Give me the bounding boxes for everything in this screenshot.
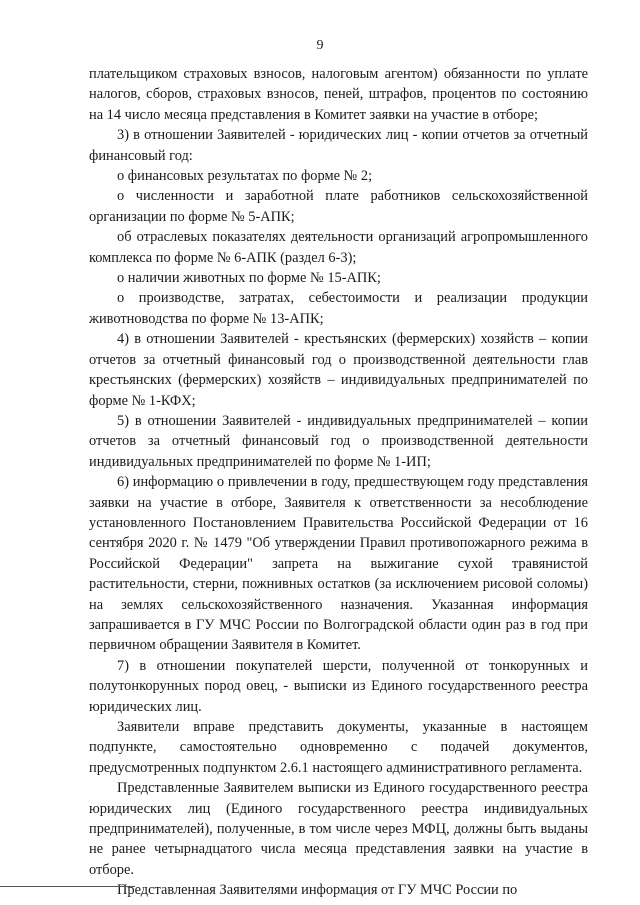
document-body <box>89 64 588 901</box>
paragraph: об отраслевых показателях деятельности организаций агропромышленного комплекса по форме № 6-АПК (раздел 6-3); <box>89 229 588 266</box>
paragraph: о наличии животных по форме № 15-АПК; <box>117 270 381 287</box>
paragraph: 7) в отношении покупателей шерсти, полученной от тонкорунных и полутонкорунных пород овец, - выписки из Единого государственного реестра юридических лиц. <box>89 657 588 715</box>
paragraph: Заявители вправе представить документы, указанные в настоящем подпункте, самостоятельно одновременно с подачей документов, предусмотренных подпунктом 2.6.1 настоящего административного регламента. <box>89 719 588 776</box>
page-number: 9 <box>316 38 324 53</box>
paragraph: 5) в отношении Заявителей - индивидуальных предпринимателей – копии отчетов за отчетный финансовый год о производственной деятельности индивидуальных предпринимателей по форме № 1-ИП; <box>89 412 588 470</box>
paragraph: Представленные Заявителем выписки из Единого государственного реестра юридических лиц (Единого государственного реестра индивидуальных предпринимателей), полученные, в том числе через МФЦ, должны быть выданы не ранее четырнадцатого числа месяца представления заявки на участие в отборе. <box>89 780 588 878</box>
paragraph: 6) информацию о привлечении в году, предшествующем году представления заявки на участие в отборе, Заявителя к ответственности за несоблюдение установленного Постановлением Правительства Российской Федерации от 16 сентября 2020 г. № 1479 "Об утверждении Правил противопожарного режима в Российской Федерации" запрета на выжигание сухой травянистой растительности, стерни, пожнивных остатков (за исключением рисовой соломы) на землях сельскохозяйственного назначения. Указанная информация запрашивается в ГУ МЧС России по Волгоградской области один раз в год при первичном обращении Заявителя в Комитет. <box>89 474 588 654</box>
paragraph: 4) в отношении Заявителей - крестьянских (фермерских) хозяйств – копии отчетов за отчетный финансовый год о производственной деятельности глав крестьянских (фермерских) хозяйств – индивидуальных предпринимателей по форме № 1-КФХ; <box>89 331 588 409</box>
paragraph: о численности и заработной плате работников сельскохозяйственной организации по форме № 5-АПК; <box>89 188 588 225</box>
paragraph: о финансовых результатах по форме № 2; <box>117 168 373 185</box>
paragraph: плательщиком страховых взносов, налоговым агентом) обязанности по уплате налогов, сборов, страховых взносов, пеней, штрафов, процентов по состоянию на 14 число месяца представления в Комитет заявки на участие в отборе; <box>89 66 588 123</box>
paragraph: 3) в отношении Заявителей - юридических лиц - копии отчетов за отчетный финансовый год: <box>89 127 588 164</box>
footer-rule <box>0 886 135 887</box>
paragraph: Представленная Заявителями информация от ГУ МЧС России по <box>117 882 518 899</box>
paragraph: о производстве, затратах, себестоимости и реализации продукции животноводства по форме № 13-АПК; <box>89 290 588 327</box>
